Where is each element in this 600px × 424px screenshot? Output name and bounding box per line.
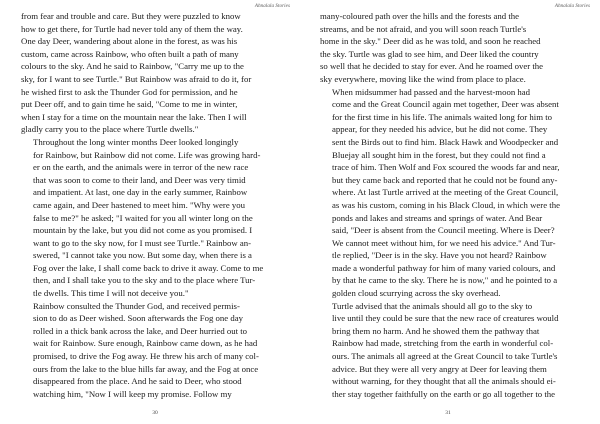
text-line: Throughout the long winter months Deer looked longingly bbox=[33, 136, 239, 147]
text-line: sky, for I want to see Turtle." But Rainbow was afraid to do it, for bbox=[21, 73, 252, 84]
text-line: the sky. Turtle was glad to see him, and Deer liked the country bbox=[320, 48, 539, 59]
text-line: live until they could be sure that the new race of creatures would bbox=[332, 313, 559, 324]
text-line: streams, and be not afraid, and you will soon reach Turtle's bbox=[320, 23, 527, 34]
text-line: from fear and trouble and care. But they were puzzled to know bbox=[21, 11, 241, 21]
text-line: false to me?" he asked; "I waited for you all winter long on the bbox=[33, 212, 253, 223]
text-line: trace of him. Then Wolf and Fox scoured the woods far and near, bbox=[332, 162, 560, 173]
text-line: without warning, for they thought that all the animals should ei- bbox=[332, 376, 556, 387]
running-head: Ahnalala Stories bbox=[254, 4, 290, 9]
text-line: where. At last Turtle arrived at the meeting of the Great Council, bbox=[332, 187, 559, 198]
right-page-text bbox=[320, 10, 582, 400]
text-line: disappeared from the place. And he said to Deer, who stood bbox=[33, 376, 242, 387]
text-line: We cannot meet without him, for we need his advice." And Tur- bbox=[332, 237, 556, 248]
text-line: when I stay for a time on the mountain near the lake. Then I will bbox=[21, 111, 247, 122]
text-line: by that he came to the sky. There he is now," and he pointed to a bbox=[332, 275, 558, 286]
text-line: ours from the lake to the blue hills far away, and the Fog at once bbox=[33, 363, 259, 374]
text-line: put Deer off, and to gain time he said, "Come to me in winter, bbox=[21, 99, 238, 110]
text-line: swered, "I cannot take you now. But some day, when there is a bbox=[33, 250, 252, 261]
page-number: 30 bbox=[152, 410, 158, 416]
text-line: custom, came across Rainbow, who often built a path of many bbox=[21, 48, 239, 59]
paragraph bbox=[21, 300, 289, 401]
text-line: Rainbow consulted the Thunder God, and received permis- bbox=[33, 300, 240, 311]
paragraph bbox=[21, 10, 289, 136]
paragraph bbox=[320, 300, 582, 401]
text-line: gladly carry you to the place where Turtle dwells." bbox=[21, 124, 199, 135]
text-line: promised, to drive the Fog away. He threw his arch of many col- bbox=[33, 351, 259, 362]
text-line: wait for Rainbow. Sure enough, Rainbow came down, as he had bbox=[33, 338, 258, 349]
text-line: for Rainbow, but Rainbow did not come. Life was growing hard- bbox=[33, 149, 261, 160]
text-line: as was his custom, coming in his Black Cloud, in which were the bbox=[332, 199, 560, 210]
page-number: 31 bbox=[445, 410, 451, 416]
text-line: golden cloud scurrying across the sky overhead. bbox=[332, 288, 501, 299]
text-line: sky everywhere, moving like the wind from place to place. bbox=[320, 73, 526, 84]
left-page-text bbox=[21, 10, 289, 400]
text-line: appear, for they needed his advice, but he did not come. They bbox=[332, 124, 548, 135]
text-line: that was soon to come to their land, and Deer was very timid bbox=[33, 174, 246, 185]
text-line: said, "Deer is absent from the Council meeting. Where is Deer? bbox=[332, 225, 555, 236]
text-line: then, and I shall take you to the sky and to the place where Tur- bbox=[33, 275, 256, 286]
text-line: One day Deer, wandering about alone in the forest, as was his bbox=[21, 36, 238, 47]
text-line: come and the Great Council again met together, Deer was absent bbox=[332, 99, 559, 110]
text-line: but they came back and reported that he could not be found any- bbox=[332, 174, 558, 185]
text-line: came again, and Deer hastened to meet him. "Why were you bbox=[33, 199, 246, 210]
text-line: sion to do as Deer wished. Soon afterwards the Fog one day bbox=[33, 313, 243, 324]
paragraph bbox=[320, 86, 582, 300]
text-line: how to get there, for Turtle had never told any of them the way. bbox=[21, 23, 243, 34]
text-line: ours. The animals all agreed at the Great Council to take Turtle's bbox=[332, 351, 558, 362]
text-line: colours to the sky. And he said to Rainbow, "Carry me up to the bbox=[21, 61, 244, 72]
text-line: Turtle advised that the animals should all go to the sky to bbox=[332, 300, 533, 311]
text-line: When midsummer had passed and the harvest-moon had bbox=[332, 86, 531, 97]
text-line: for the first time in his life. The animals waited long for him to bbox=[332, 111, 553, 122]
text-line: tle dwells. This time I will not deceive you." bbox=[33, 288, 189, 299]
text-line: advice. But they were all very angry at Deer for leaving them bbox=[332, 363, 547, 374]
text-line: rolled in a thick bank across the lake, and Deer hurried out to bbox=[33, 325, 248, 336]
text-line: sent the Birds out to find him. Black Hawk and Woodpecker and bbox=[332, 136, 559, 147]
text-line: want to go to the sky now, for I must see Turtle." Rainbow an- bbox=[33, 237, 252, 248]
text-line: and impatient. At last, one day in the early summer, Rainbow bbox=[33, 187, 248, 198]
text-line: made a wonderful pathway for him of many varied colours, and bbox=[332, 262, 556, 273]
text-line: so well that he decided to stay for ever. And he roamed over the bbox=[320, 61, 544, 72]
text-line: watching him, "Now I will keep my promise. Follow my bbox=[33, 388, 232, 399]
text-line: Fog over the lake, I shall come back to drive it away. Come to me bbox=[33, 262, 264, 273]
text-line: Rainbow had made, stretching from the earth in wonderful col- bbox=[332, 338, 554, 349]
text-line: bring them no harm. And he showed them the pathway that bbox=[332, 325, 540, 336]
text-line: mountain by the lake, but you did not come as you promised. I bbox=[33, 225, 253, 236]
text-line: tle replied, "Deer is in the sky. Have you not heard? Rainbow bbox=[332, 250, 547, 261]
running-head: Ahnalala Stories bbox=[554, 4, 590, 9]
text-line: ponds and lakes and streams and springs of water. And Bear bbox=[332, 212, 543, 223]
paragraph bbox=[21, 136, 289, 300]
paragraph bbox=[320, 10, 582, 86]
text-line: many-coloured path over the hills and the forests and the bbox=[320, 11, 520, 21]
text-line: ther stay together faithfully on the earth or go all together to the bbox=[332, 388, 556, 399]
text-line: er on the earth, and the animals were in terror of the new race bbox=[33, 162, 249, 173]
right-page bbox=[300, 0, 600, 424]
text-line: he wished first to ask the Thunder God for permission, and he bbox=[21, 86, 238, 97]
text-line: Bluejay all sought him in the forest, but they could not find a bbox=[332, 149, 546, 160]
text-line: home in the sky." Deer did as he was told, and soon he reached bbox=[320, 36, 541, 47]
